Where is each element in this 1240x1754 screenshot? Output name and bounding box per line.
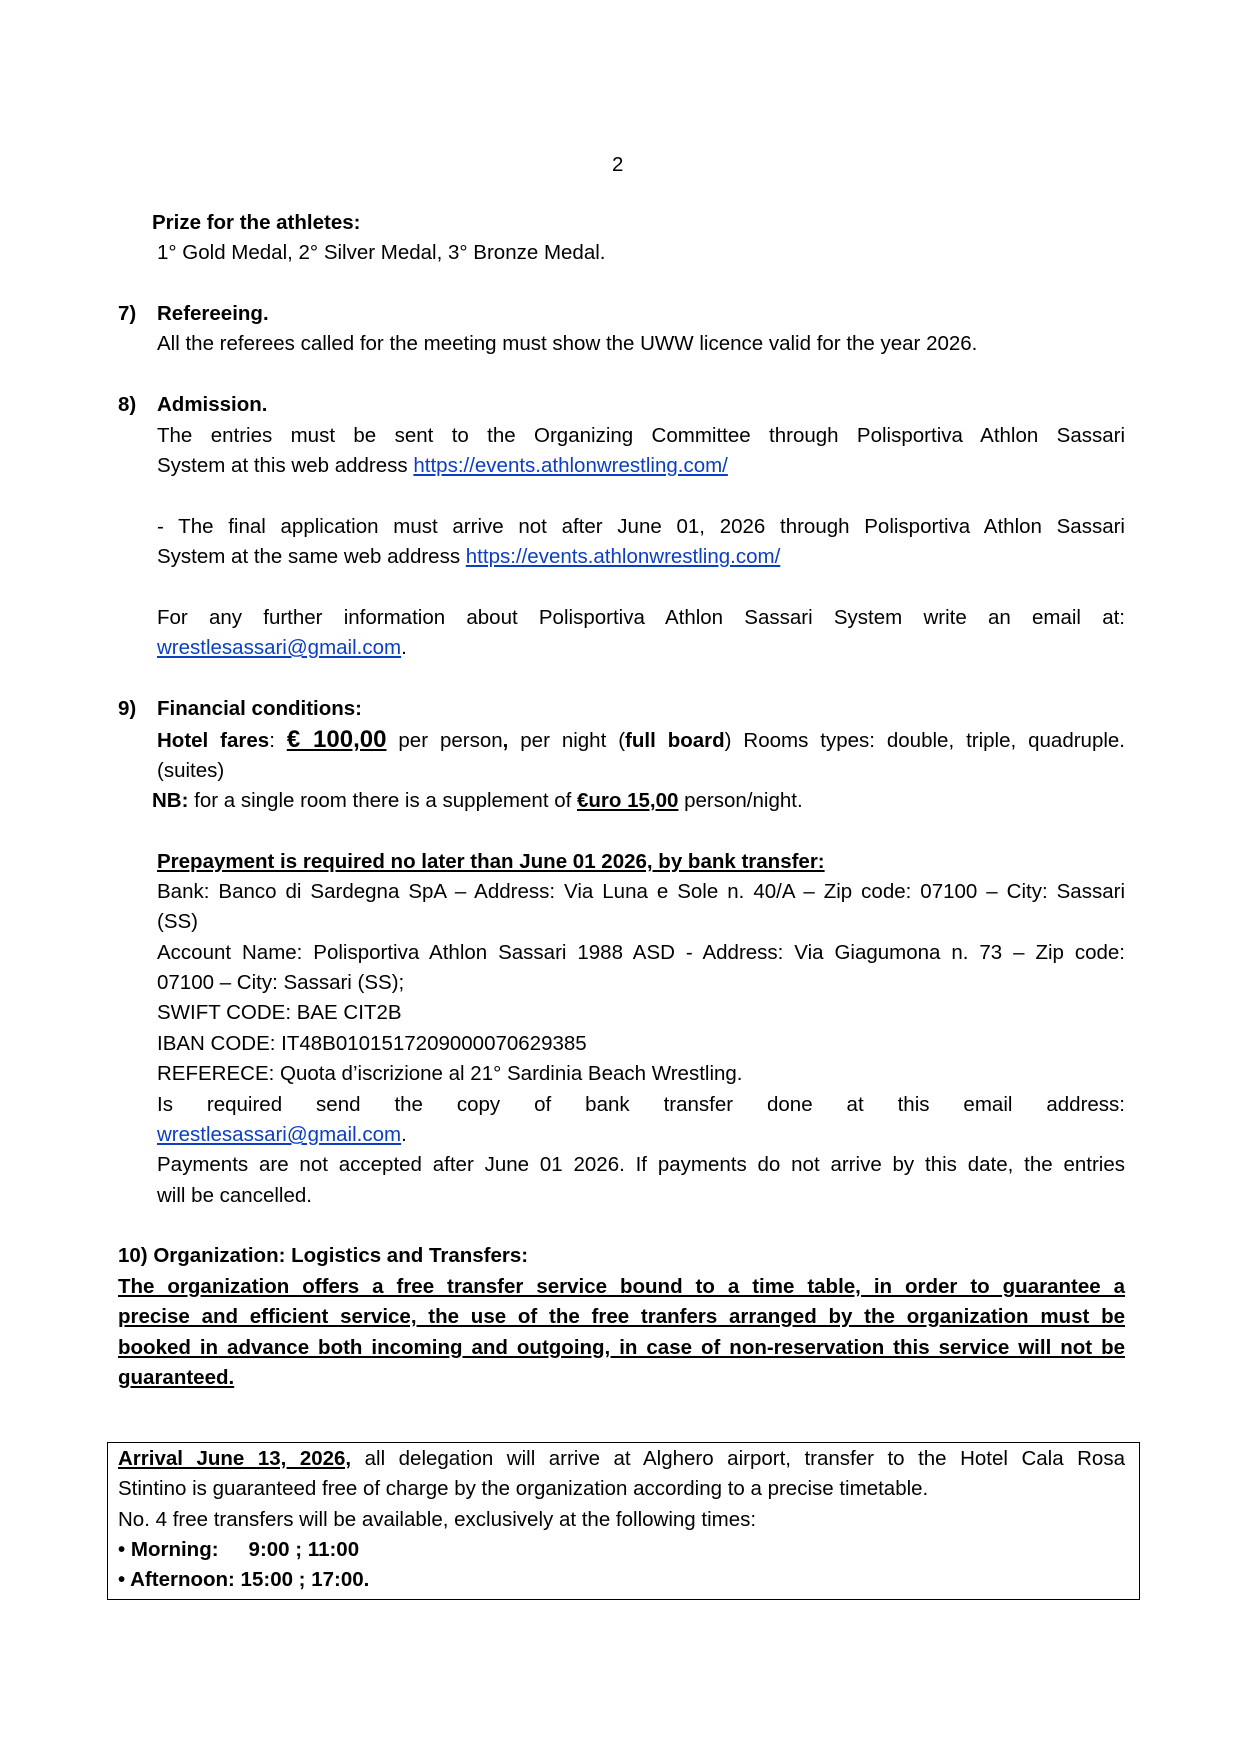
period: .	[401, 636, 407, 659]
morning-times-value: 9:00 ; 11:00	[248, 1538, 360, 1561]
morning-label: • Morning:	[118, 1538, 219, 1561]
arrival-date: Arrival June 13, 2026,	[118, 1447, 352, 1470]
section-7-number: 7)	[118, 302, 137, 325]
comma: ,	[502, 729, 509, 752]
events-link[interactable]: https://events.athlonwrestling.com/	[465, 545, 781, 568]
transfer-notice-line: booked in advance both incoming and outgoing, in case of non-reservation this service will not be	[118, 1336, 1125, 1359]
full-board: full board	[625, 729, 725, 752]
section-8-number: 8)	[118, 393, 137, 416]
bank-line: Bank: Banco di Sardegna SpA – Address: Via Luna e Sole n. 40/A – Zip code: 07100 – City: Sassari	[157, 880, 1125, 903]
prepayment-title: Prepayment is required no later than June 01 2026, by bank transfer:	[157, 850, 825, 873]
contact-email-link[interactable]: wrestlesassari@gmail.com	[157, 1123, 402, 1146]
transfer-notice-line: The organization offers a free transfer service bound to a time table, in order to guarantee a	[118, 1275, 1125, 1298]
hotel-text: per person	[386, 729, 503, 752]
reference-line: REFERECE: Quota d’iscrizione al 21° Sardinia Beach Wrestling.	[157, 1062, 743, 1085]
account-line: Account Name: Polisportiva Athlon Sassari 1988 ASD - Address: Via Giagumona n. 73 – Zip code:	[157, 941, 1125, 964]
page-number: 2	[612, 153, 624, 176]
section-9-number: 9)	[118, 697, 137, 720]
arrival-line: No. 4 free transfers will be available, exclusively at the following times:	[118, 1508, 757, 1531]
hotel-text: ) Rooms types: double, triple, quadruple.	[724, 729, 1126, 752]
admission-text: System at this web address	[157, 454, 414, 477]
hotel-price: € 100,00	[286, 726, 387, 753]
section-8-title: Admission.	[157, 393, 268, 416]
events-link[interactable]: https://events.athlonwrestling.com/	[413, 454, 728, 477]
arrival-line: Stintino is guaranteed free of charge by the organization according to a precise timetable.	[118, 1477, 929, 1500]
period: .	[401, 1123, 407, 1146]
transfer-notice-line: guaranteed.	[118, 1366, 235, 1389]
colon: :	[269, 729, 287, 752]
nb-line	[152, 786, 803, 816]
prize-title: Prize for the athletes:	[152, 211, 361, 234]
suites-line: (suites)	[157, 759, 225, 782]
arrival-line	[118, 1444, 1125, 1474]
copy-email-line	[157, 1120, 407, 1150]
bank-line: (SS)	[157, 910, 198, 933]
section-7-title: Refereeing.	[157, 302, 269, 325]
nb-amount: €uro 15,00	[577, 789, 679, 812]
afternoon-times: • Afternoon: 15:00 ; 17:00.	[118, 1568, 370, 1591]
info-email-line	[157, 633, 407, 663]
prize-line: 1° Gold Medal, 2° Silver Medal, 3° Bronze Medal.	[157, 241, 606, 264]
final-application-line: - The final application must arrive not after June 01, 2026 through Polisportiva Athlon Sassari	[157, 515, 1125, 538]
contact-email-link[interactable]: wrestlesassari@gmail.com	[157, 636, 402, 659]
section-7-text: All the referees called for the meeting must show the UWW licence valid for the year 2026.	[157, 332, 978, 355]
info-line: For any further information about Polisportiva Athlon Sassari System write an email at:	[157, 606, 1125, 629]
final-application-text: System at the same web address	[157, 545, 466, 568]
swift-code: SWIFT CODE: BAE CIT2B	[157, 1001, 402, 1024]
nb-end: person/night.	[678, 789, 803, 812]
payments-line: will be cancelled.	[157, 1184, 312, 1207]
final-application-line	[157, 542, 780, 572]
hotel-text: per night (	[508, 729, 626, 752]
section-10-title: 10) Organization: Logistics and Transfers:	[118, 1244, 529, 1267]
section-9-title: Financial conditions:	[157, 697, 363, 720]
admission-paragraph-line: The entries must be sent to the Organizing Committee through Polisportiva Athlon Sassari	[157, 424, 1125, 447]
arrival-text: all delegation will arrive at Alghero airport, transfer to the Hotel Cala Rosa	[351, 1447, 1125, 1470]
transfer-notice-line: precise and efficient service, the use of the free tranfers arranged by the organization must be	[118, 1305, 1125, 1328]
account-line: 07100 – City: Sassari (SS);	[157, 971, 405, 994]
nb-label: NB:	[152, 789, 189, 812]
admission-paragraph-line	[157, 451, 728, 481]
iban-code: IBAN CODE: IT48B0101517209000070629385	[157, 1032, 587, 1055]
hotel-fares-label: Hotel fares	[157, 729, 270, 752]
payments-line: Payments are not accepted after June 01 2026. If payments do not arrive by this date, the entries	[157, 1153, 1125, 1176]
copy-request-line: Is required send the copy of bank transfer done at this email address:	[157, 1093, 1125, 1116]
hotel-fares-line	[157, 725, 1125, 756]
morning-times	[118, 1535, 359, 1565]
nb-text: for a single room there is a supplement of	[188, 789, 577, 812]
